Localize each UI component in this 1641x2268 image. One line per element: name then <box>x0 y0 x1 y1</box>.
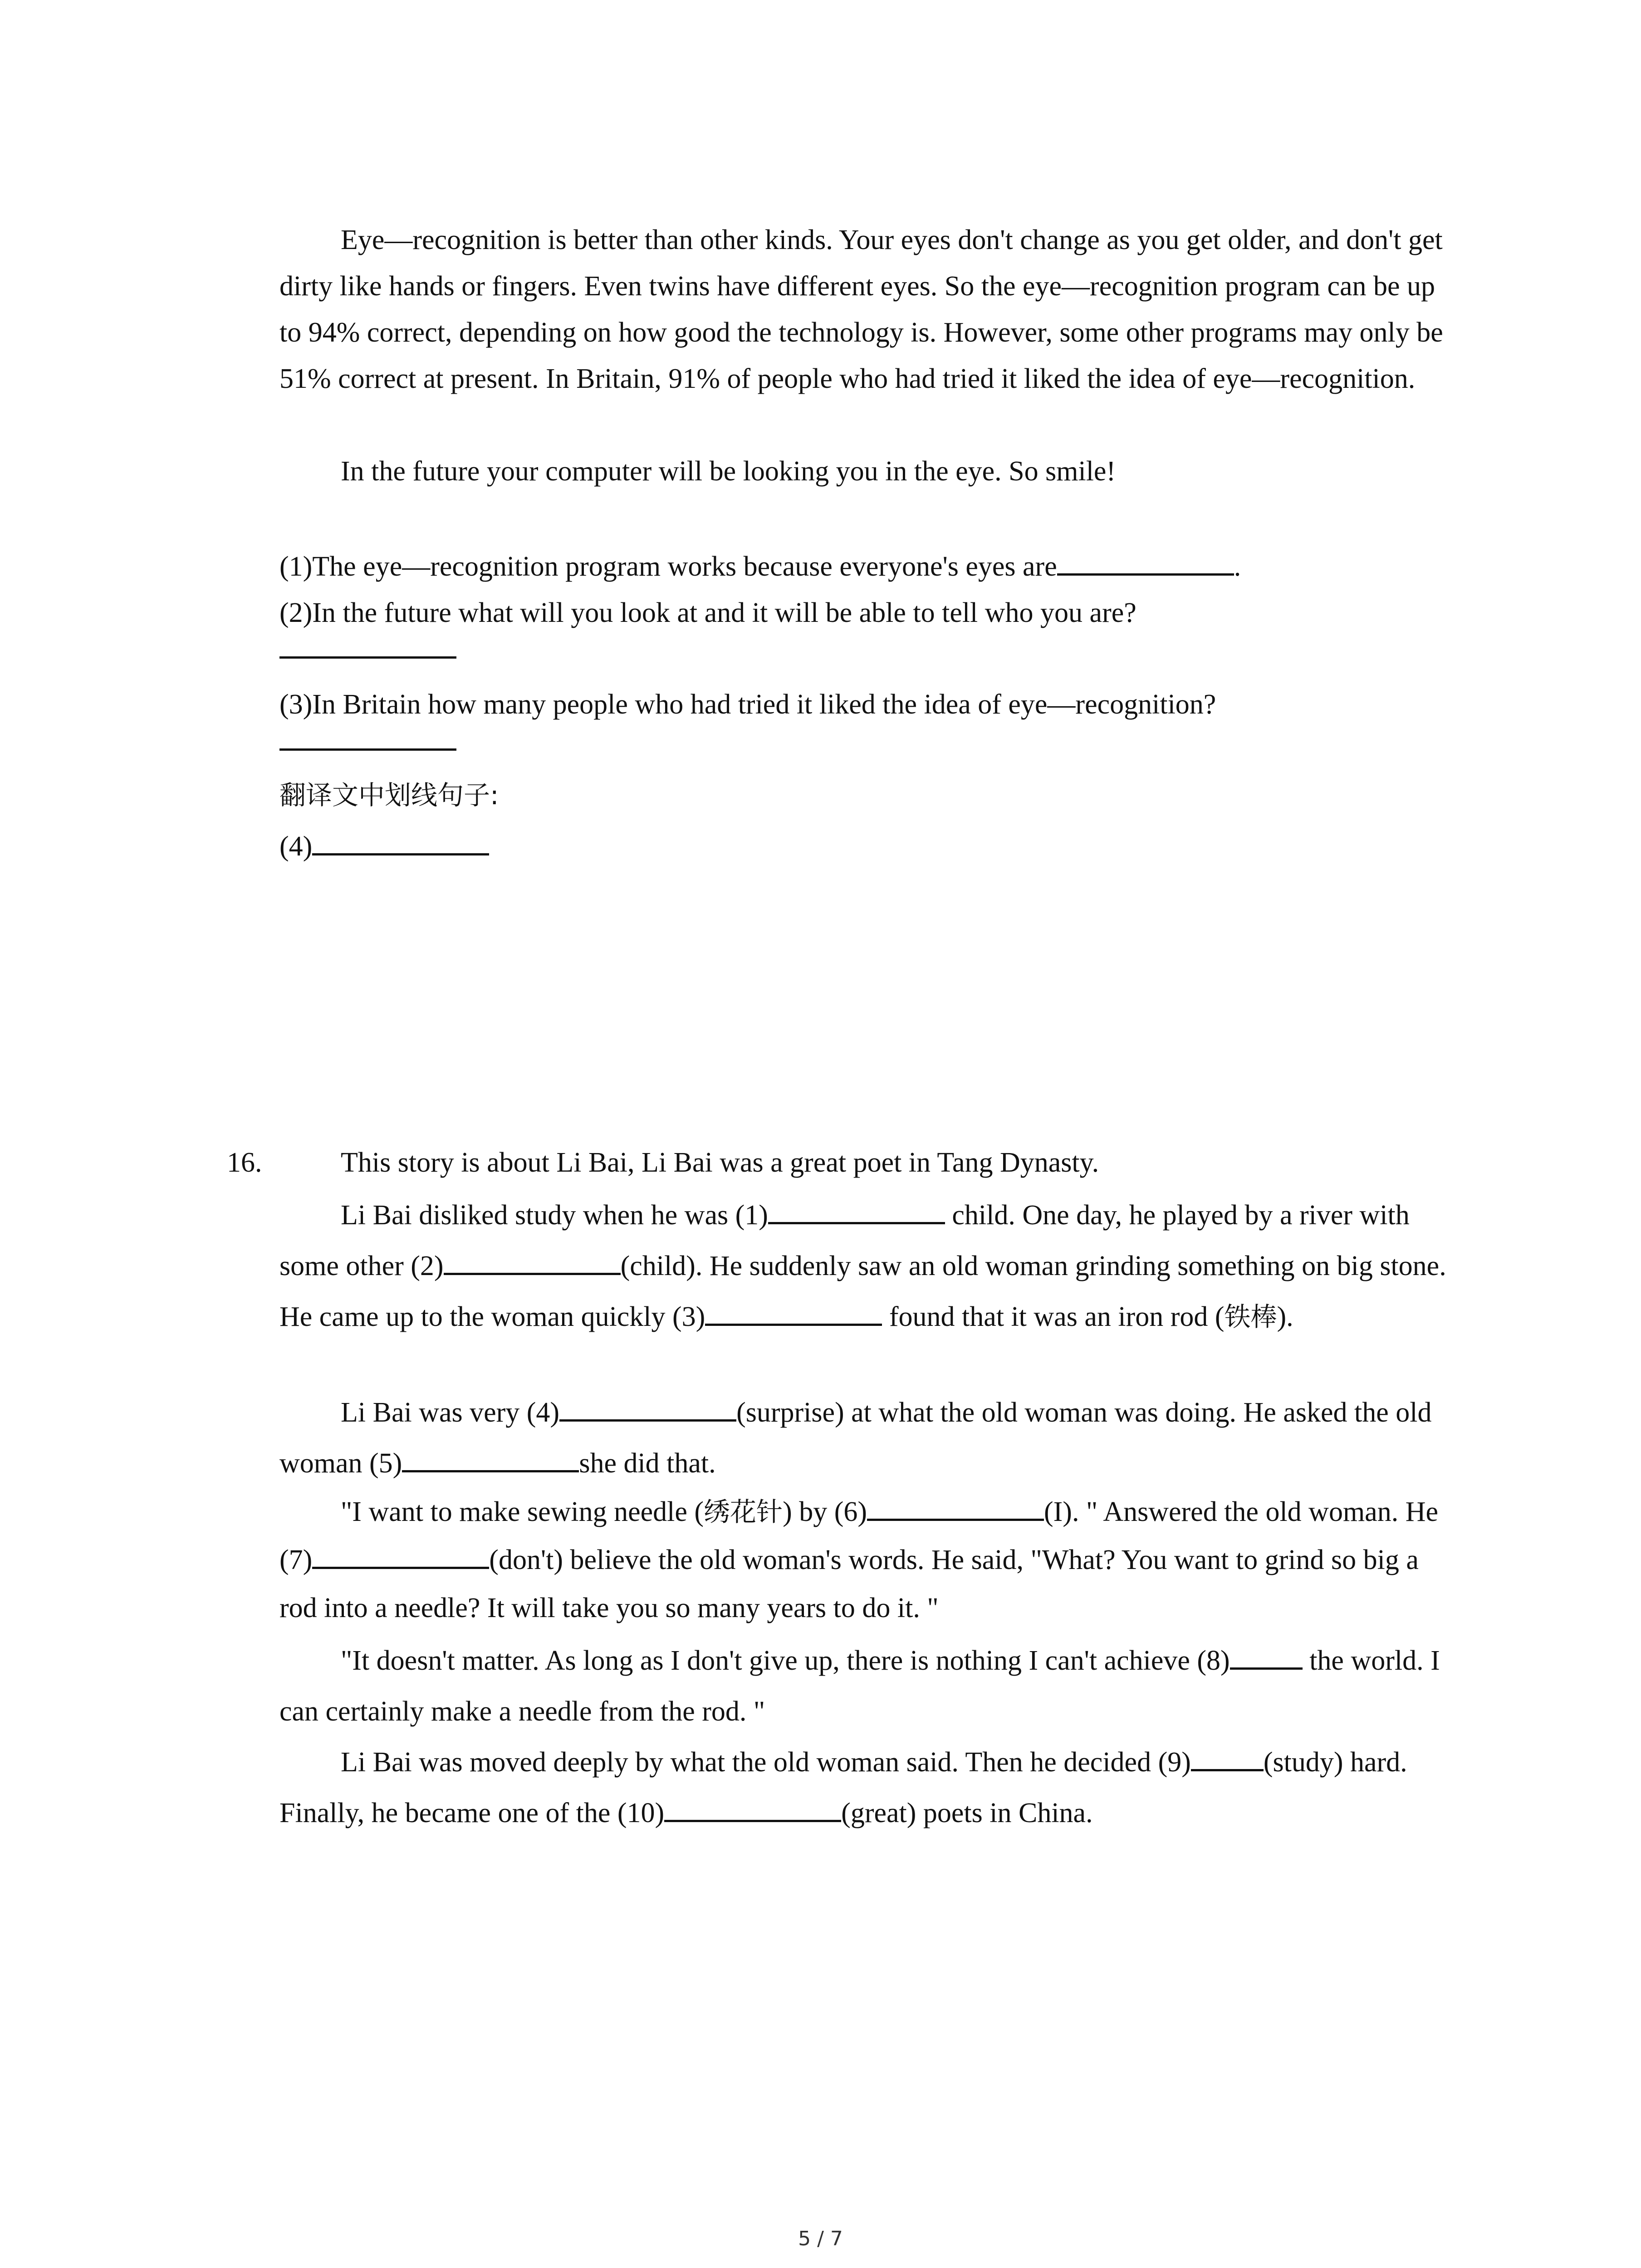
q16-paragraph-4: "It doesn't matter. As long as I don't give up, there is nothing I can't achieve (8) the world. I can certainly make a needle from the rod. " <box>279 1635 1450 1737</box>
gap-5[interactable] <box>402 1443 579 1472</box>
question-3 <box>279 681 1216 728</box>
q16-intro: This story is about Li Bai, Li Bai was a great poet in Tang Dynasty. <box>341 1147 1099 1178</box>
question-1 <box>279 543 1241 590</box>
q16-paragraph-3: "I want to make sewing needle (绣花针) by (6) (I). " Answered the old woman. He (7) (don't) believe the old woman's words. He said, "What? You want to grind so big a rod into a needle? It will take you so many years to do it. " <box>279 1488 1450 1632</box>
gap-3[interactable] <box>705 1296 882 1326</box>
question-4 <box>279 823 489 870</box>
gap-7[interactable] <box>312 1540 489 1569</box>
gap-2[interactable] <box>444 1246 621 1275</box>
q16-paragraph-5: Li Bai was moved deeply by what the old woman said. Then he decided (9) (study) hard. Finally, he became one of the (10) (great) poets in China. <box>279 1737 1450 1838</box>
question-3-text: (3)In Britain how many people who had tried it liked the idea of eye—recognition? <box>279 689 1216 720</box>
question-number-16: 16. <box>227 1147 262 1178</box>
gap-10[interactable] <box>664 1793 841 1822</box>
question-2 <box>279 590 1136 636</box>
question-1-text: (1)The eye—recognition program works because everyone's eyes are <box>279 551 1057 582</box>
gap-8[interactable] <box>1230 1640 1303 1670</box>
gap-6[interactable] <box>867 1491 1044 1521</box>
answer-blank-4[interactable] <box>312 826 489 855</box>
gap-1[interactable] <box>768 1195 945 1224</box>
answer-blank-3[interactable] <box>279 748 456 751</box>
gap-9[interactable] <box>1191 1742 1264 1771</box>
passage-paragraph-2: In the future your computer will be looking you in the eye. So smile! <box>341 456 1116 487</box>
answer-blank-1[interactable] <box>1057 546 1234 576</box>
gap-4[interactable] <box>559 1392 736 1422</box>
q16-paragraph-1: Li Bai disliked study when he was (1) child. One day, he played by a river with some other (2) (child). He suddenly saw an old woman grinding something on big stone. He came up to the woman quickly (3) found that it was an iron rod (铁棒). <box>279 1190 1450 1342</box>
q16-paragraph-2: Li Bai was very (4) (surprise) at what the old woman was doing. He asked the old woman (5) she did that. <box>279 1387 1450 1489</box>
passage-paragraph-1: Eye—recognition is better than other kinds. Your eyes don't change as you get older, and don't get dirty like hands or fingers. Even twins have different eyes. So the eye—recognition program can be up to 94% correct, depending on how good the technology is. However, some other programs may only be 51% correct at present. In Britain, 91% of people who had tried it liked the idea of eye—recognition. <box>279 225 1443 394</box>
page-number: 5 / 7 <box>798 2227 843 2250</box>
question-4-text: (4) <box>279 831 313 862</box>
translate-instruction: 翻译文中划线句子: <box>279 780 499 811</box>
question-1-end: . <box>1234 551 1241 582</box>
answer-blank-2[interactable] <box>279 656 456 659</box>
question-2-text: (2)In the future what will you look at and it will be able to tell who you are? <box>279 597 1136 628</box>
